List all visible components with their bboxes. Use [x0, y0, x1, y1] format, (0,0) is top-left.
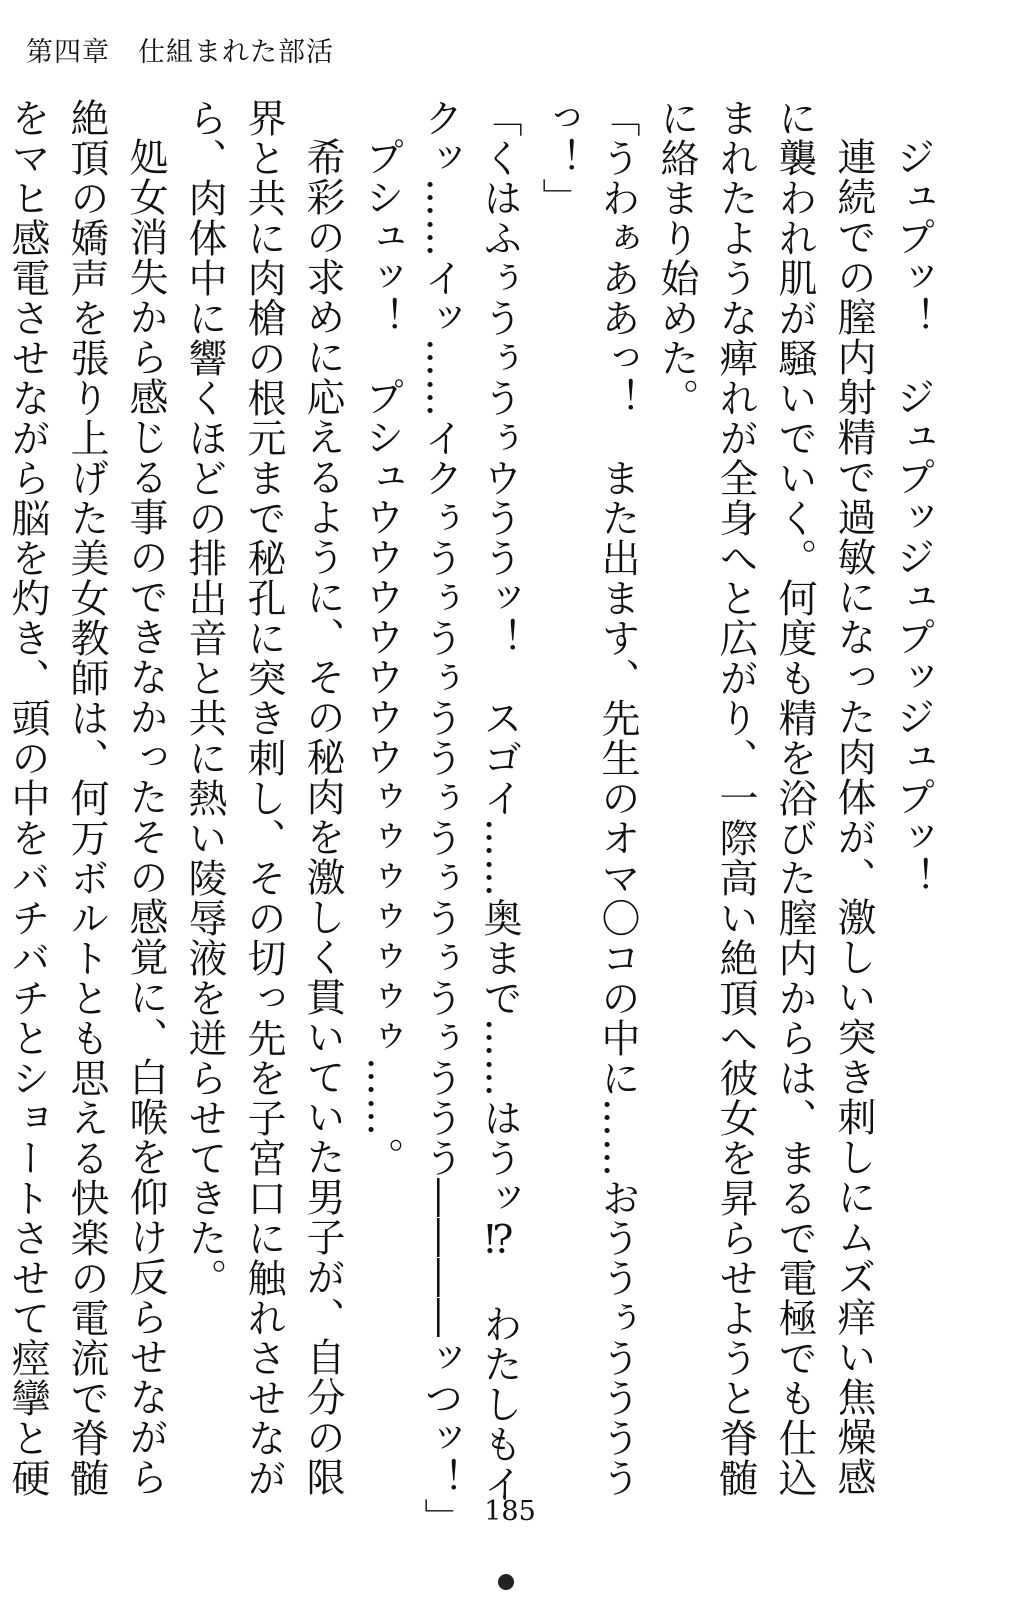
- paragraph: 連続での膣内射精で過敏になった肉体が、激しい突き刺しにムズ痒い焦燥感に襲われ肌が騒いでいく。何度も精を浴びた膣内からは、まるで電極でも仕込まれたような痺れが全身へと広がり、一際高い絶頂へ彼女を昇らせようと脊髄に絡まり始めた。: [654, 98, 876, 1498]
- paragraph: 希彩の求めに応えるように、その秘肉を激しく貫いていた男子が、自分の限界と共に肉槍の根元まで秘孔に突き刺し、その切っ先を子宮口に触れさせながら、肉体中に響くほどの排出音と共に熱い陵辱液を迸らせてきた。: [182, 98, 345, 1498]
- page-number: 185: [484, 1496, 536, 1527]
- paragraph: 「うわぁああっ！ また出ます、先生のオマ〇コの中に……おううぅううううっ！」: [536, 98, 640, 1498]
- paragraph: 「くはふぅうぅうぅウううッ！ スゴイ……奥まで……はうッ⁉ わたしもイクッ……イッ……イクぅうぅうぅううぅうぅうぅうぅううう――――ッつッ！」: [418, 98, 522, 1538]
- folio-ornament: [498, 1574, 514, 1590]
- running-head: 第四章 仕組まれた部活: [26, 37, 334, 68]
- body-text: [5, 98, 942, 1538]
- paragraph: 処女消失から感じる事のできなかったその感覚に、白喉を仰け反らせながら絶頂の嬌声を張り上げた美女教師は、何万ボルトとも思える快楽の電流で脊髄をマヒ感電させながら脳を灼き、頭の中をバチバチとショートさせて痙攣と硬: [5, 98, 168, 1498]
- paragraph: ジュプッ！ ジュプッジュプッジュプッ！: [890, 137, 935, 897]
- paragraph: プシュッ！ プシュウウウウウウウゥゥゥゥゥゥゥ……。: [359, 137, 404, 1177]
